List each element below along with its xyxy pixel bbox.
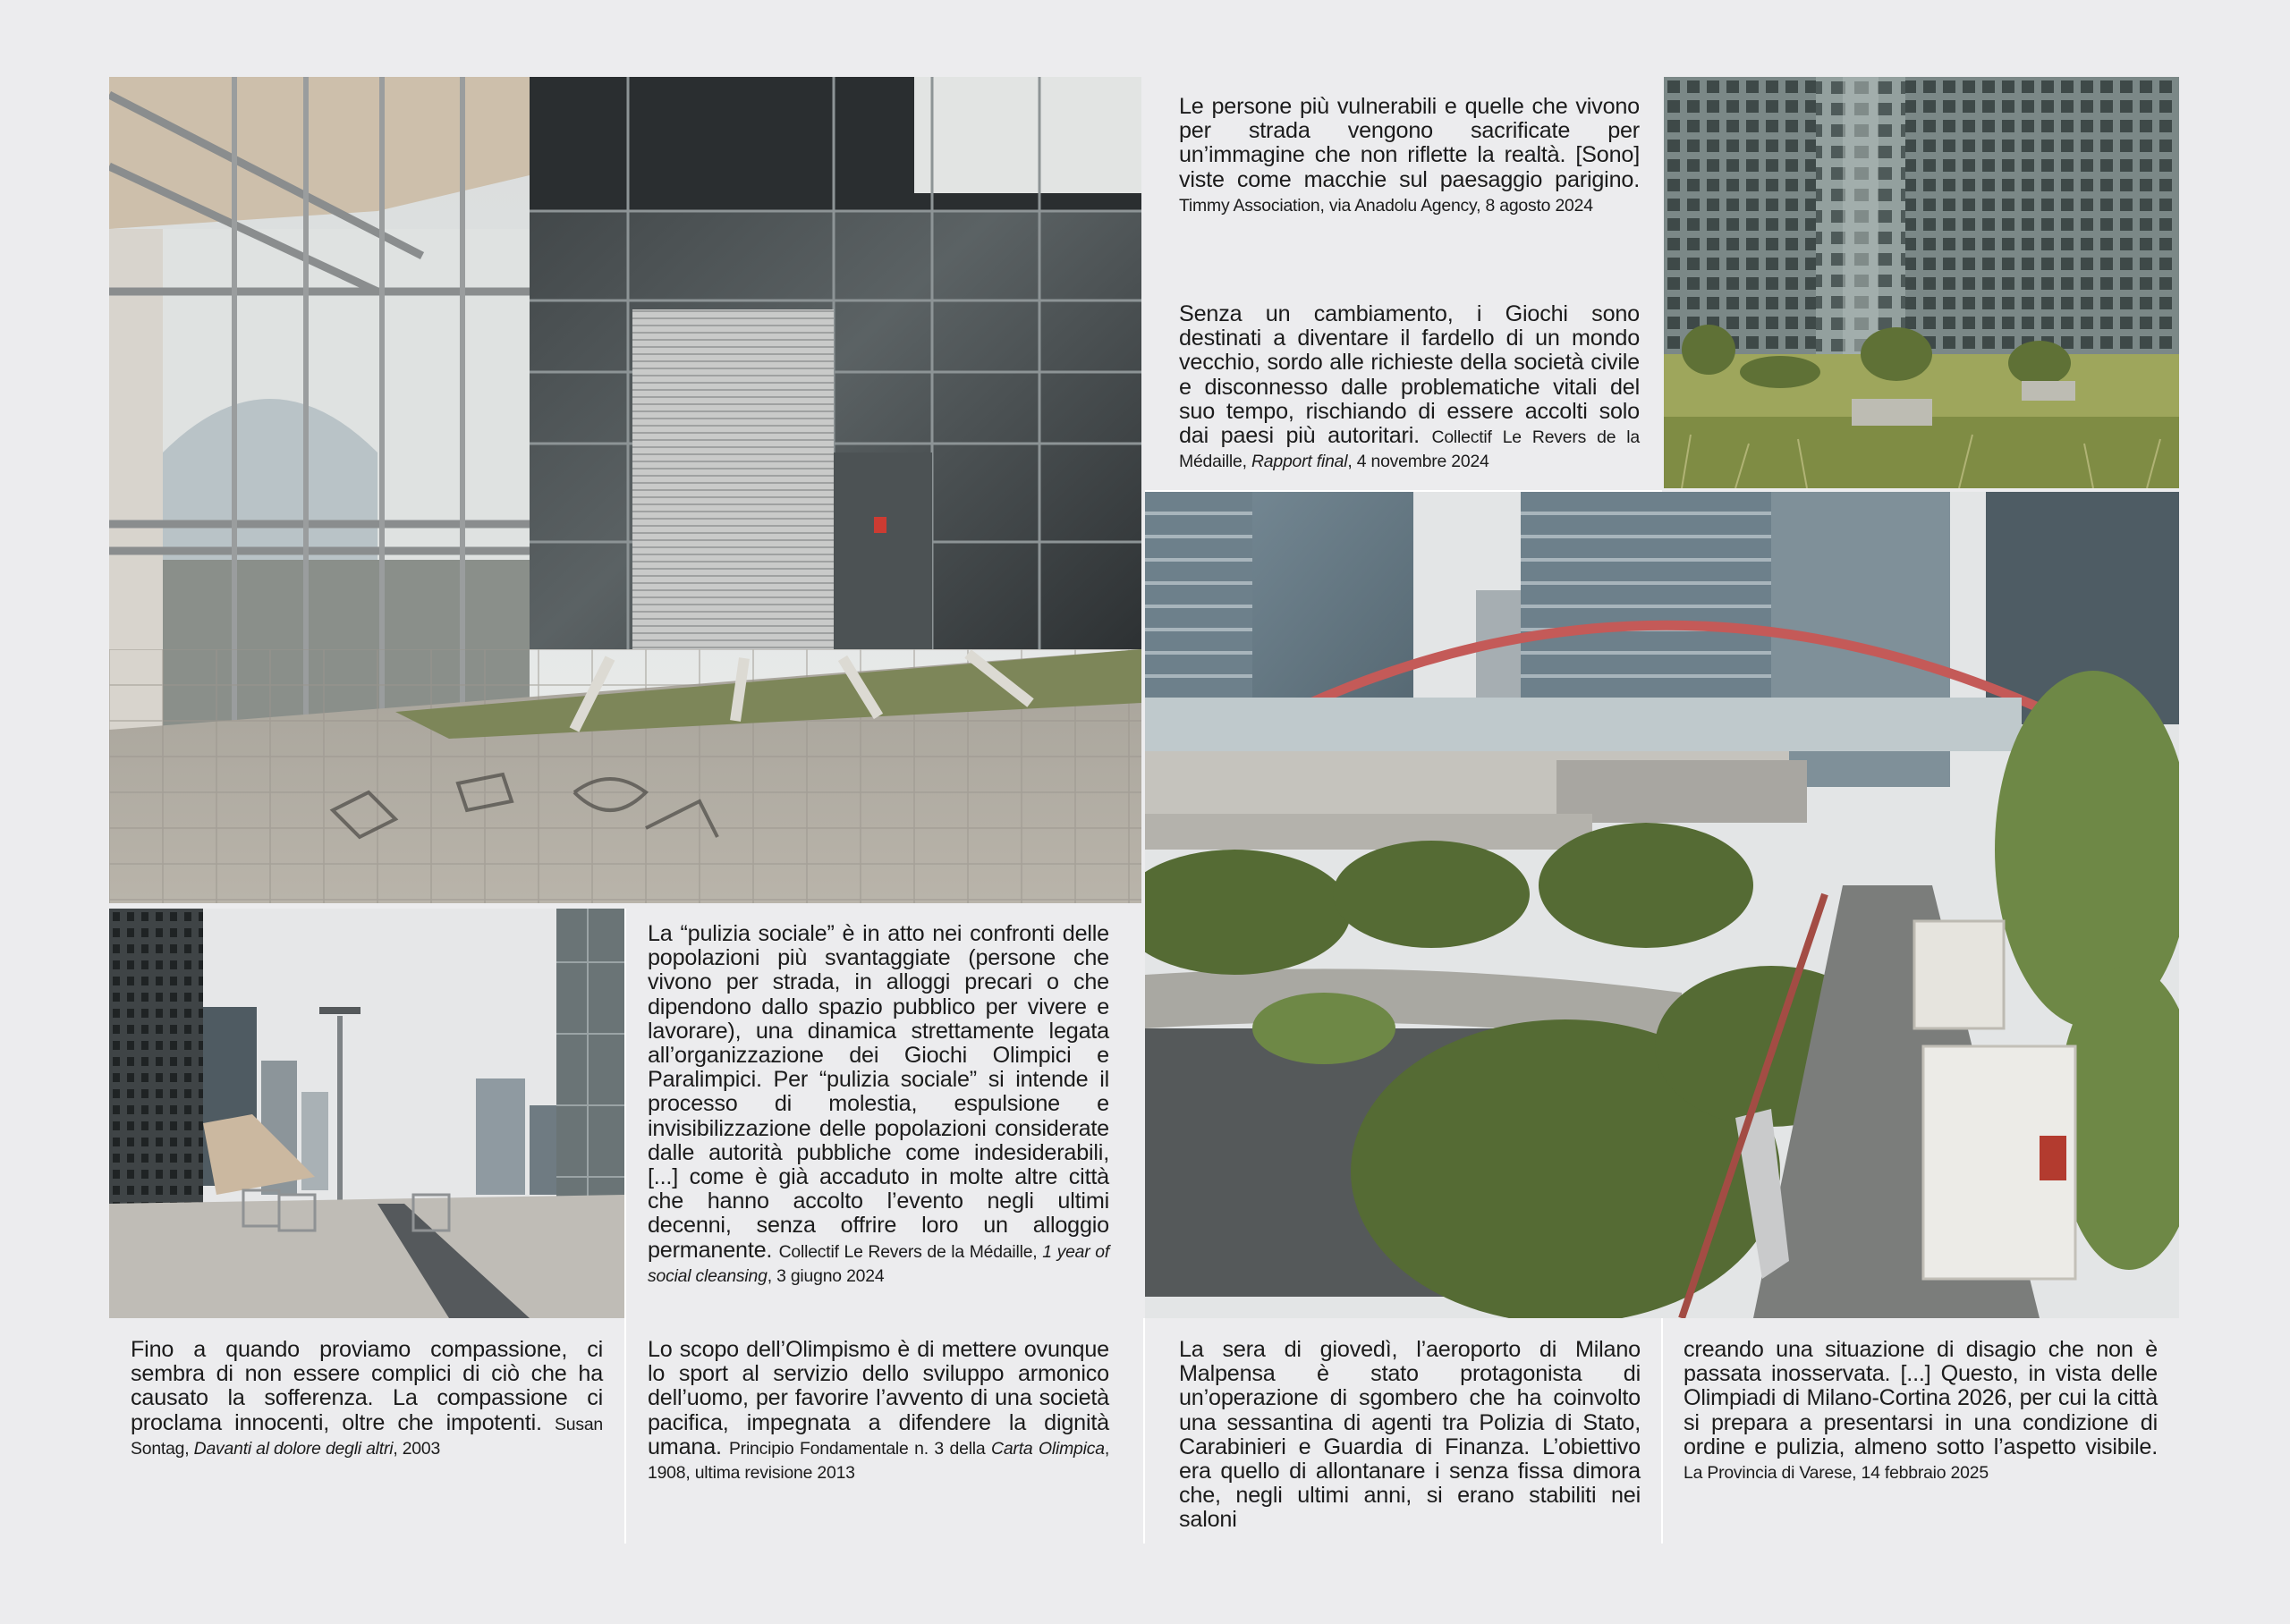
quote-body: Senza un cambiamento, i Giochi sono destinati a diventare il fardello di un mondo vecchio, sordo alle richieste della società civile e disconnesso dalle problematiche vitali del suo tempo, rischiando di essere accolti solo dai paesi più autoritari.	[1179, 301, 1640, 449]
bridge-illustration	[1145, 492, 2179, 1318]
photo-office-towers-courtyard	[1664, 77, 2179, 488]
source-date: , 2003	[393, 1438, 441, 1459]
quote-social-cleansing	[648, 922, 1109, 1287]
quote-body: La sera di giovedì, l’aeroporto di Milano Malpensa è stato protagonista di un’operazione di sgombero che ha coinvolto una sessantina di agenti tra Polizia di Stato, Carabinieri e Guardia di Finanza. L’obiettivo era quello di allontanare i senza fissa dimora che, negli ultimi anni, si erano stabiliti nei saloni	[1179, 1337, 1641, 1533]
source-author: Principio Fondamentale n. 3 della	[728, 1438, 986, 1459]
source-date: , 4 novembre 2024	[1347, 452, 1489, 472]
source-author: Collectif Le Revers de la Médaille,	[1179, 427, 1640, 472]
quote-rapport-final	[1179, 302, 1640, 472]
source-title: Davanti al dolore degli altri	[193, 1438, 394, 1459]
quote-carta-olimpica	[648, 1338, 1109, 1484]
quote-body: Fino a quando proviamo compassione, ci sembra di non essere complici di ciò che ha causato la sofferenza. La compassione ci proclama innocenti, oltre che impotenti.	[131, 1337, 603, 1435]
plaza-illustration	[109, 909, 624, 1318]
source-title: Rapport final	[1251, 452, 1348, 472]
quote-body: La “pulizia sociale” è in atto nei confronti delle popolazioni più svantaggiate (persone che vivono per strada, in alloggi precari o che dipendono dallo spazio pubblico per vivere e lavorare), una dinamica strettamente legata all’organizzazione dei Giochi Olimpici e Paralimpici. Per “pulizia sociale” si intende il processo di molestia, espulsione e invisibilizzazione delle popolazioni considerate dalle autorità pubbliche come indesiderabili, [...] come è già accaduto in molte altre città che hanno accolto l’evento negli ultimi decenni, senza offrire loro un alloggio permanente.	[648, 921, 1109, 1263]
quote-malpensa	[1179, 1338, 1641, 1533]
source-author: Susan Sontag,	[131, 1414, 603, 1459]
source-date: , 1908, ultima revisione 2013	[648, 1438, 1109, 1484]
quote-body: Le persone più vulnerabili e quelle che vivono per strada vengono sacrificate per un’immagine che non riflette la realtà. [Sono] viste come macchie sul paesaggio parigino.	[1179, 94, 1640, 192]
source-date: , 3 giugno 2024	[767, 1265, 885, 1286]
divider-col2	[1143, 1318, 1145, 1544]
quote-source: La Provincia di Varese, 14 febbraio 2025	[1684, 1463, 1989, 1484]
source-title: 1 year of social cleansing	[648, 1241, 1110, 1286]
photo-empty-plaza	[109, 909, 624, 1318]
quote-provincia-varese	[1684, 1338, 2158, 1484]
courtyard-illustration	[1664, 77, 2179, 488]
glass-facade-illustration	[109, 77, 1141, 903]
divider-col1	[624, 909, 626, 1544]
quote-body: creando una situazione di disagio che non è passata inosservata. [...] Questo, in vista delle Olimpiadi di Milano-Cortina 2026, per cui la città si prepara a presentarsi in una condizione di ordine e pulizia, almeno sotto l’aspetto visibile.	[1684, 1337, 2158, 1459]
divider-top-text	[1145, 490, 1662, 492]
source-title: Carta Olimpica	[991, 1438, 1105, 1459]
quote-timmy	[1179, 95, 1640, 216]
photo-red-arch-bridge	[1145, 492, 2179, 1318]
quote-body: Lo scopo dell’Olimpismo è di mettere ovunque lo sport al servizio dello sviluppo armonico dell’uomo, per favorire l’avvento di una società pacifica, impegnata a difendere la dignità umana.	[648, 1337, 1109, 1459]
divider-col3	[1661, 1318, 1663, 1544]
quote-sontag	[131, 1338, 603, 1459]
quote-source: Timmy Association, via Anadolu Agency, 8 agosto 2024	[1179, 195, 1593, 216]
source-author: Collectif Le Revers de la Médaille,	[778, 1241, 1038, 1262]
photo-glass-facade	[109, 77, 1141, 903]
